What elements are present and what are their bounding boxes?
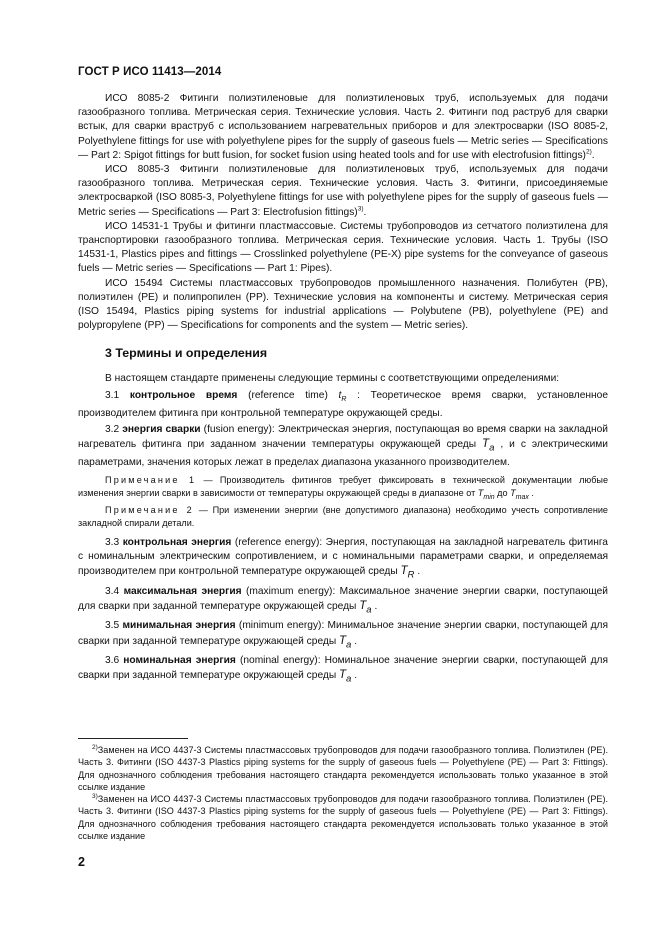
note-2: Примечание 2 — При изменении энергии (вне допустимого диапазона) необходимо учесть сопротивление закладной спирали детали. xyxy=(78,504,608,528)
term-3-6: 3.6 номинальная энергия (nominal energy): Номинальное значение энергии сварки, поступающей для сварки при заданной температуре окружающей среды $T_a$ . xyxy=(78,655,608,685)
ref-iso-8085-3: ИСО 8085-3 Фитинги полиэтиленовые для полиэтиленовых труб, используемых для подачи газообразного топлива. Метрическая серия. Технические условия. Часть 3. Фитинги, присоединяемые электросваркой (ISO 8085-3, Polyethylene fittings for use with polyethylene pipes for the supply of gaseous fuels — Metric series — Specifications — Part 3: Electrofusion fittings)$^{3)}$. xyxy=(78,164,608,218)
footnotes xyxy=(78,744,608,842)
section-intro: В настоящем стандарте применены следующие термины с соответствующими определениями: xyxy=(105,373,560,385)
footnote-3: $^{3)}$Заменен на ИСО 4437-3 Системы пластмассовых трубопроводов для подачи газообразного топлива. Полиэтилен (PE). Часть 3. Фитинги (ISO 4437-3 Plastics piping systems for the supply of gaseous fuels — Polyethylene (PE) — Part 3: Fittings). Для однозначного соблюдения требования настоящего стандарта рекомендуется использовать только указанное в этой ссылке издание xyxy=(78,793,608,842)
footnote-2: $^{2)}$Заменен на ИСО 4437-3 Системы пластмассовых трубопроводов для подачи газообразного топлива. Полиэтилен (PE). Часть 3. Фитинги (ISO 4437-3 Plastics piping systems for the supply of gaseous fuels — Polyethylene (PE) — Part 3: Fittings). Для однозначного соблюдения требования настоящего стандарта рекомендуется использовать только указанное в этой ссылке издание xyxy=(78,743,608,792)
page-number: 2 xyxy=(78,855,85,869)
term-3-2: 3.2 энергия сварки (fusion energy): Электрическая энергия, поступающая во время сварки на закладной нагреватель фитинга при заданном значении температуры окружающей среды $T_a$ , и с электрическими параметрами, значения которых лежат в пределах диапазона указанного производителем. xyxy=(78,424,608,468)
term-3-1: 3.1 контрольное время (reference time) $t_R$ : Теоретическое время сварки, установленное производителем фитинга при контрольной температуре окружающей среды. xyxy=(78,389,608,419)
footnote-divider xyxy=(78,738,188,739)
ref-iso-15494: ИСО 15494 Системы пластмассовых трубопроводов промышленного назначения. Полибутен (PB), полиэтилен (PE) и полипропилен (PP). Технические условия на компоненты и систему. Метрическая серия (ISO 15494, Plastics piping systems for industrial applications — Polybutene (PB), polyethylene (PE) and polypropylene (PP) — Specifications for components and the system — Metric series). xyxy=(78,277,608,332)
ref-iso-8085-2: ИСО 8085-2 Фитинги полиэтиленовые для полиэтиленовых труб, используемых для подачи газообразного топлива. Метрическая серия. Технические условия. Часть 2. Фитинги под раструб для сварки встык, для сварки враструб с использованием нагревательных приборов и для электросварки (ISO 8085-2, Polyethylene fittings for use with polyethylene pipes for the supply of gaseous fuels — Metric series — Specifications — Part 2: Spigot fittings for butt fusion, for socket fusion using heated tools and for use with electrofusion fittings)$^{2)}$. xyxy=(78,93,608,161)
note-1: Примечание 1 — Производитель фитингов требует фиксировать в технической документации любые изменения энергии сварки в зависимости от температуры окружающей среды в диапазоне от $T_{min}$ до $T_{max}$ . xyxy=(78,475,608,501)
ref-iso-14531-1: ИСО 14531-1 Трубы и фитинги пластмассовые. Системы трубопроводов из сетчатого полиэтилена для транспортировки газообразного топлива. Метрическая серия. Технические условия. Часть 1. Трубы (ISO 14531-1, Plastics pipes and fittings — Crosslinked polyethylene (PE-X) pipe systems for the conveyance of gaseous fuels — Metric series — Specifications — Part 1: Pipes). xyxy=(78,220,608,275)
term-3-4: 3.4 максимальная энергия (maximum energy): Максимальное значение энергии сварки, поступающей для сварки при заданной температуре окружающей среды $T_a$ . xyxy=(78,585,608,616)
document-header: ГОСТ Р ИСО 11413—2014 xyxy=(78,66,222,78)
section-title: 3 Термины и определения xyxy=(105,346,268,361)
document-body xyxy=(78,92,608,687)
term-3-5: 3.5 минимальная энергия (minimum energy): Минимальное значение энергии сварки, поступающей для сварки при заданной температуре окружающей среды $T_a$ . xyxy=(78,620,608,650)
term-3-3: 3.3 контрольная энергия (reference energy): Энергия, поступающая на закладной нагреватель фитинга с номинальным электрическим сопротивлением, и с номинальными параметрами сварки, и определяемая производителем при контрольной температуре окружающей среды $T_R$ . xyxy=(78,536,608,581)
